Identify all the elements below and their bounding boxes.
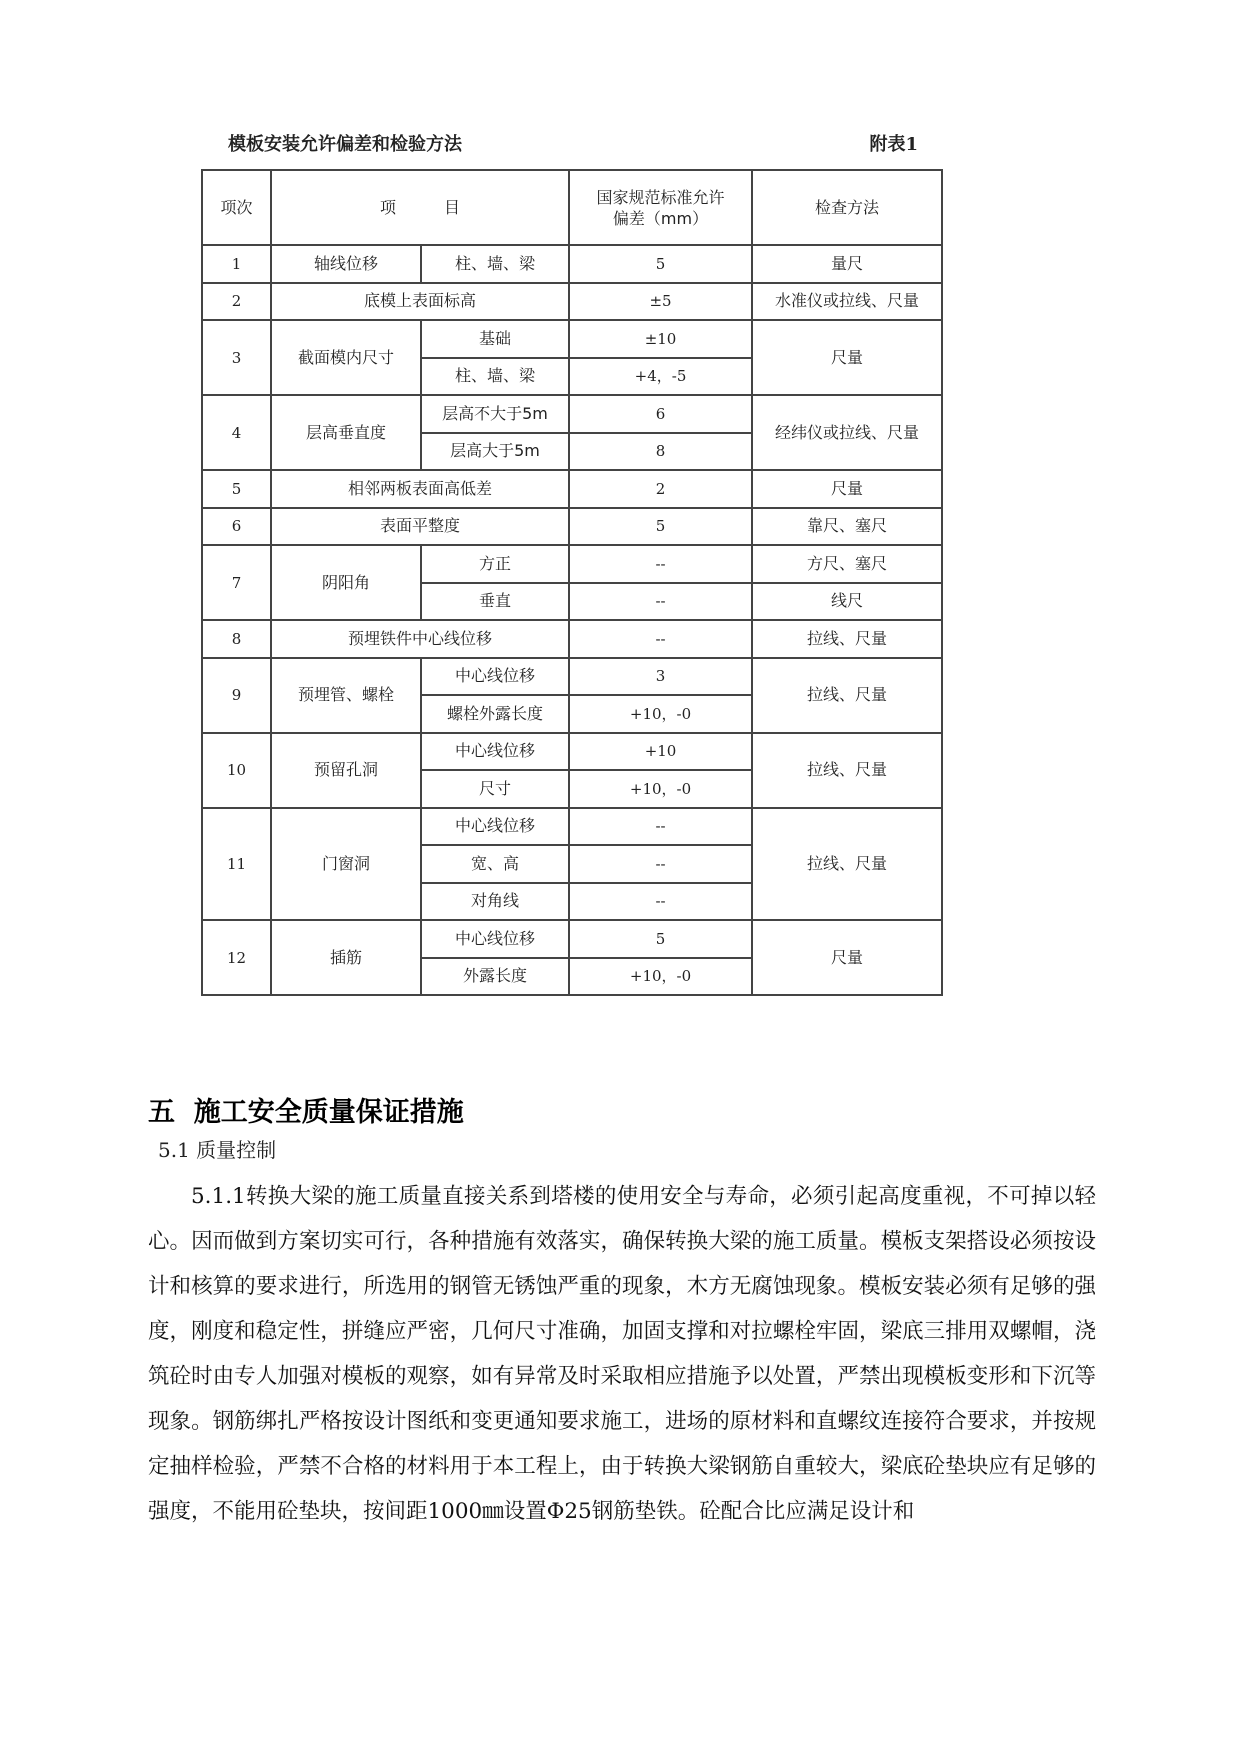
header-tolerance: 国家规范标准允许偏差（mm） (569, 170, 752, 245)
row-sub-item: 柱、墙、梁 (421, 358, 569, 396)
row-item: 轴线位移 (271, 245, 421, 283)
table-row (202, 545, 942, 583)
table-row (202, 283, 942, 321)
row-index: 5 (202, 470, 271, 508)
row-index: 9 (202, 658, 271, 733)
table-row (202, 658, 942, 696)
table-header-row (202, 170, 942, 245)
row-tolerance: -- (569, 545, 752, 583)
row-item: 预埋铁件中心线位移 (271, 620, 569, 658)
row-sub-item: 宽、高 (421, 845, 569, 883)
row-tolerance: +10，-0 (569, 958, 752, 996)
row-tolerance: +10，-0 (569, 695, 752, 733)
row-tolerance: 8 (569, 433, 752, 471)
row-method: 尺量 (752, 920, 942, 995)
row-tolerance: -- (569, 808, 752, 846)
row-sub-item: 柱、墙、梁 (421, 245, 569, 283)
row-tolerance: -- (569, 620, 752, 658)
tolerance-table (201, 169, 943, 996)
row-method: 方尺、塞尺 (752, 545, 942, 583)
row-tolerance: -- (569, 845, 752, 883)
row-item: 层高垂直度 (271, 395, 421, 470)
row-sub-item: 层高大于5m (421, 433, 569, 471)
row-tolerance: 6 (569, 395, 752, 433)
row-sub-item: 中心线位移 (421, 733, 569, 771)
table-row (202, 620, 942, 658)
row-item: 预埋管、螺栓 (271, 658, 421, 733)
row-tolerance: 3 (569, 658, 752, 696)
row-method: 靠尺、塞尺 (752, 508, 942, 546)
row-tolerance: 2 (569, 470, 752, 508)
row-sub-item: 垂直 (421, 583, 569, 621)
row-item: 阴阳角 (271, 545, 421, 620)
row-item: 门窗洞 (271, 808, 421, 921)
header-index: 项次 (202, 170, 271, 245)
table-title: 模板安装允许偏差和检验方法 (228, 134, 462, 155)
row-index: 7 (202, 545, 271, 620)
row-sub-item: 方正 (421, 545, 569, 583)
row-sub-item: 对角线 (421, 883, 569, 921)
row-method: 尺量 (752, 320, 942, 395)
row-sub-item: 层高不大于5m (421, 395, 569, 433)
table-row (202, 508, 942, 546)
row-item: 截面模内尺寸 (271, 320, 421, 395)
row-sub-item: 尺寸 (421, 770, 569, 808)
table-caption (228, 130, 918, 156)
row-method: 线尺 (752, 583, 942, 621)
row-item: 插筋 (271, 920, 421, 995)
row-method: 水准仪或拉线、尺量 (752, 283, 942, 321)
row-method: 量尺 (752, 245, 942, 283)
row-item: 表面平整度 (271, 508, 569, 546)
table-tag: 附表1 (869, 134, 918, 155)
row-tolerance: -- (569, 583, 752, 621)
row-method: 拉线、尺量 (752, 808, 942, 921)
row-tolerance: ±10 (569, 320, 752, 358)
section-heading: 五 施工安全质量保证措施 (148, 1097, 464, 1128)
table-row (202, 808, 942, 846)
row-index: 11 (202, 808, 271, 921)
row-sub-item: 外露长度 (421, 958, 569, 996)
row-method: 尺量 (752, 470, 942, 508)
row-tolerance: -- (569, 883, 752, 921)
row-item: 底模上表面标高 (271, 283, 569, 321)
row-item: 相邻两板表面高低差 (271, 470, 569, 508)
table-row (202, 920, 942, 958)
table-row (202, 320, 942, 358)
row-tolerance: 5 (569, 920, 752, 958)
row-index: 2 (202, 283, 271, 321)
row-index: 10 (202, 733, 271, 808)
row-sub-item: 中心线位移 (421, 808, 569, 846)
row-index: 8 (202, 620, 271, 658)
table-row (202, 470, 942, 508)
row-method: 拉线、尺量 (752, 733, 942, 808)
row-tolerance: 5 (569, 508, 752, 546)
row-tolerance: 5 (569, 245, 752, 283)
row-tolerance: +4，-5 (569, 358, 752, 396)
row-sub-item: 中心线位移 (421, 658, 569, 696)
row-method: 拉线、尺量 (752, 620, 942, 658)
row-sub-item: 中心线位移 (421, 920, 569, 958)
table-row (202, 245, 942, 283)
row-tolerance: +10 (569, 733, 752, 771)
subsection-heading: 5.1 质量控制 (158, 1138, 277, 1162)
row-sub-item: 螺栓外露长度 (421, 695, 569, 733)
row-tolerance: +10，-0 (569, 770, 752, 808)
row-index: 4 (202, 395, 271, 470)
row-method: 经纬仪或拉线、尺量 (752, 395, 942, 470)
row-sub-item: 基础 (421, 320, 569, 358)
table-row (202, 733, 942, 771)
row-index: 3 (202, 320, 271, 395)
table-row (202, 395, 942, 433)
header-method: 检查方法 (752, 170, 942, 245)
row-item: 预留孔洞 (271, 733, 421, 808)
row-tolerance: ±5 (569, 283, 752, 321)
body-paragraph: 5.1.1转换大梁的施工质量直接关系到塔楼的使用安全与寿命，必须引起高度重视，不可掉以轻心。因而做到方案切实可行，各种措施有效落实，确保转换大梁的施工质量。模板支架搭设必须按设计和核算的要求进行，所选用的钢管无锈蚀严重的现象，木方无腐蚀现象。模板安装必须有足够的强度，刚度和稳定性，拼缝应严密，几何尺寸准确，加固支撑和对拉螺栓牢固，梁底三排用双螺帽，浇筑砼时由专人加强对模板的观察，如有异常及时采取相应措施予以处置，严禁出现模板变形和下沉等现象。钢筋绑扎严格按设计图纸和变更通知要求施工，进场的原材料和直螺纹连接符合要求，并按规定抽样检验，严禁不合格的材料用于本工程上，由于转换大梁钢筋自重较大，梁底砼垫块应有足够的强度，不能用砼垫块，按间距1000㎜设置Φ25钢筋垫铁。砼配合比应满足设计和 (148, 1184, 1096, 1524)
header-item: 项 目 (271, 170, 569, 245)
row-index: 6 (202, 508, 271, 546)
row-index: 12 (202, 920, 271, 995)
row-index: 1 (202, 245, 271, 283)
row-method: 拉线、尺量 (752, 658, 942, 733)
